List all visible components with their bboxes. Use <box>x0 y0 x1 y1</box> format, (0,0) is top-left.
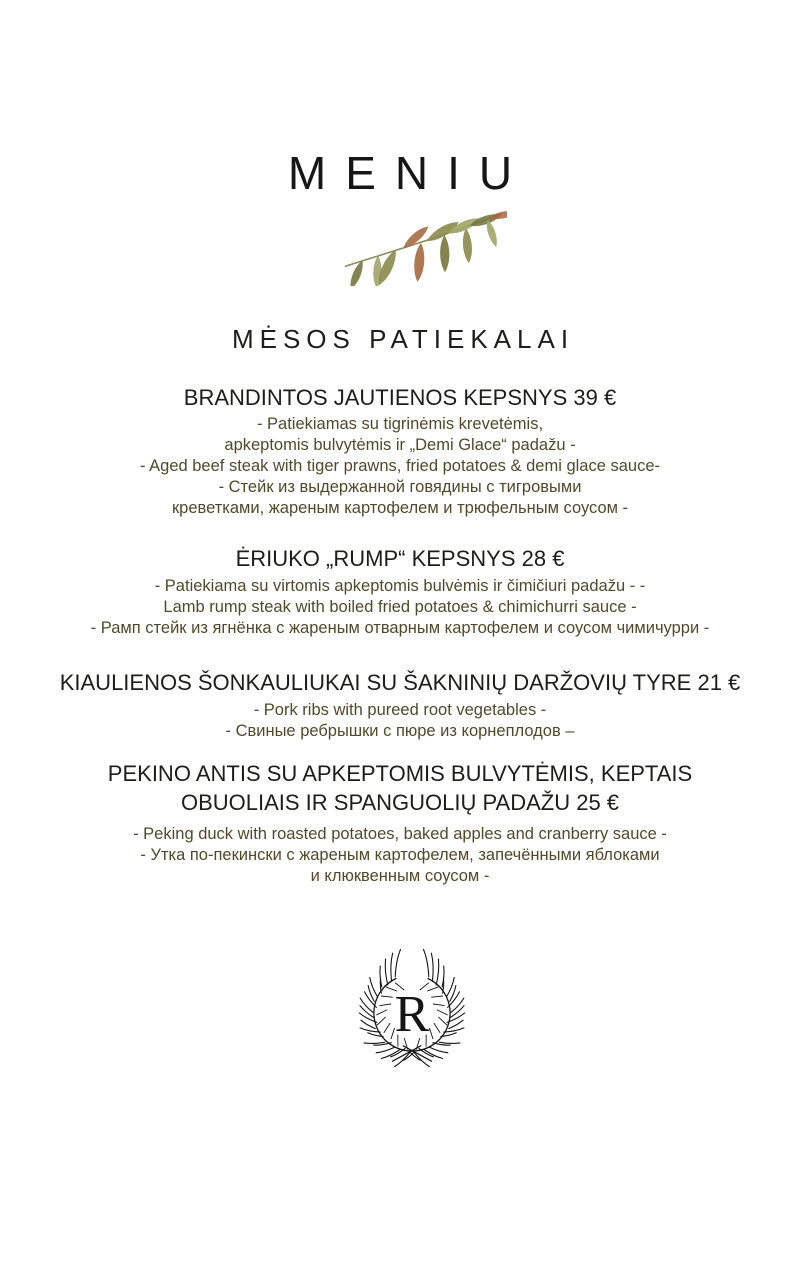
page-title: MENIU <box>287 147 532 199</box>
leaf-branch-illustration <box>42 202 800 286</box>
leaf-branch-icon <box>337 202 507 286</box>
dish-description-line: - Утка по-пекински с жареным картофелем, запечёнными яблоками <box>140 846 660 864</box>
dish-description-line: - Patiekiama su virtomis apkeptomis bulvėmis ir čimičiuri padažu - - <box>154 577 646 595</box>
dish-description-line: и клюквенным соусом - <box>310 867 490 885</box>
dish-item <box>20 669 780 742</box>
dish-description <box>20 824 780 887</box>
dish-description-line: - Рамп стейк из ягнёнка с жареным отварным картофелем и соусом чимичурри - <box>90 619 710 637</box>
dish-name: KIAULIENOS ŠONKAULIUKAI SU ŠAKNINIŲ DARŽOVIŲ TYRE 21 € <box>59 670 741 695</box>
dish-name: ĖRIUKO „RUMP“ KEPSNYS 28 € <box>235 546 565 571</box>
logo-letter: R <box>394 986 430 1043</box>
dish-description-line: - Aged beef steak with tiger prawns, fried potatoes & demi glace sauce- <box>139 457 661 475</box>
dish-description-line: креветками, жареным картофелем и трюфельным соусом - <box>171 499 629 517</box>
section-title: MĖSOS PATIEKALAI <box>231 324 575 354</box>
dish-description-line: apkeptomis bulvytėmis ir „Demi Glace“ padažu - <box>224 436 576 454</box>
dish-item <box>20 759 780 887</box>
dish-description <box>20 700 780 742</box>
dish-description-line: Lamb rump steak with boiled fried potatoes & chimichurri sauce - <box>163 598 637 616</box>
dish-description-line: - Pork ribs with pureed root vegetables - <box>253 701 547 719</box>
dish-name: BRANDINTOS JAUTIENOS KEPSNYS 39 € <box>183 385 617 410</box>
dish-description-line: - Patiekiamas su tigrinėmis krevetėmis, <box>256 415 544 433</box>
dish-description <box>20 576 780 639</box>
dish-description <box>20 414 780 519</box>
dish-description-line: - Стейк из выдержанной говядины с тигровыми <box>218 478 582 496</box>
restaurant-logo <box>32 949 792 1067</box>
menu-page <box>20 147 780 1067</box>
dish-item <box>20 384 780 519</box>
dish-name: PEKINO ANTIS SU APKEPTOMIS BULVYTĖMIS, KEPTAIS OBUOLIAIS IR SPANGUOLIŲ PADAŽU 25 € <box>107 761 693 815</box>
dish-description-line: - Свиные ребрышки с пюре из корнеплодов – <box>225 722 575 740</box>
dish-item <box>20 545 780 639</box>
wreath-monogram-icon <box>350 949 474 1067</box>
dish-description-line: - Peking duck with roasted potatoes, baked apples and cranberry sauce - <box>133 825 667 843</box>
